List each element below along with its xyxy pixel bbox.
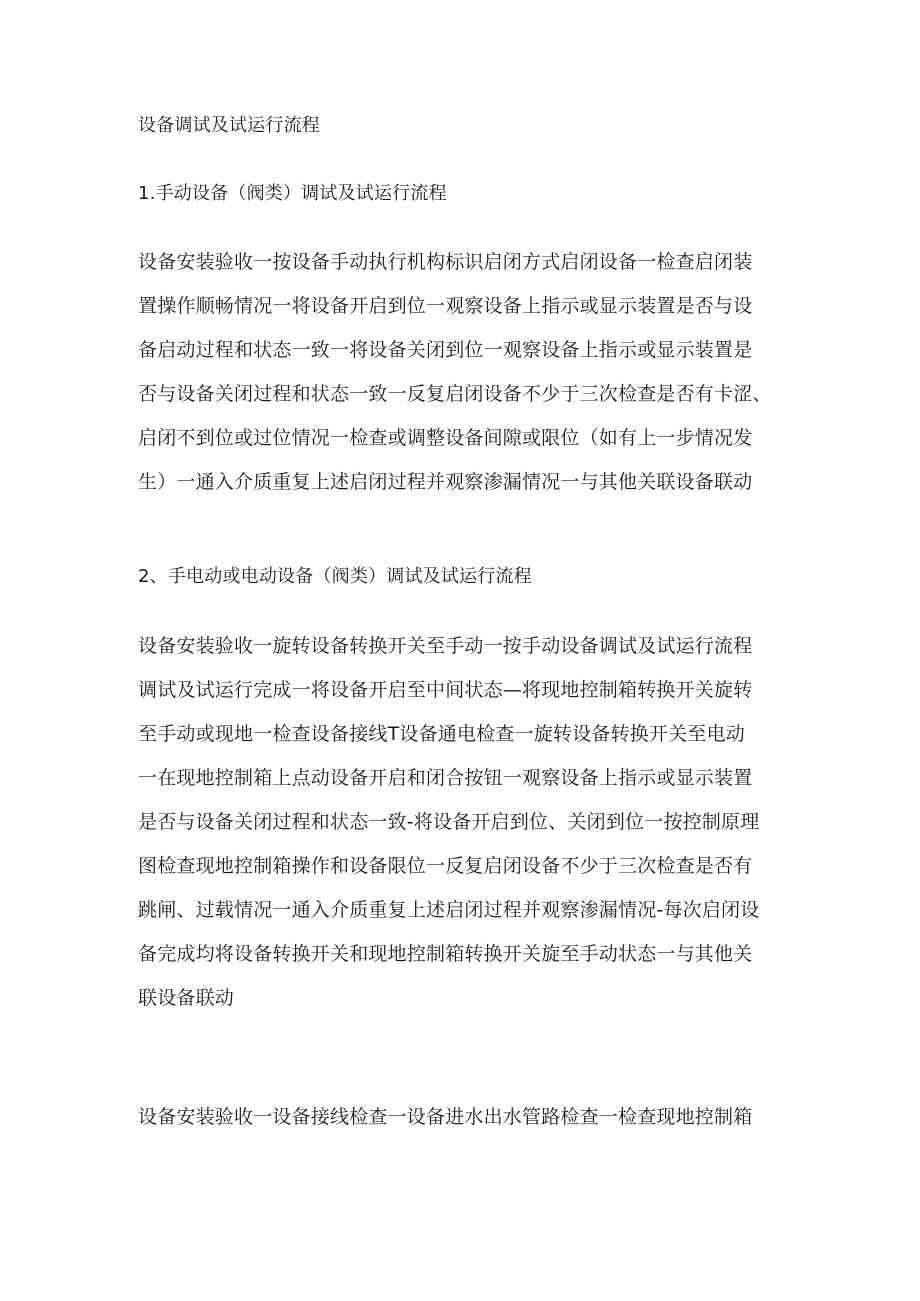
section2-line: 联设备联动 (138, 987, 235, 1009)
section2-heading (138, 555, 798, 599)
section2-line: 至手动或现地一检查设备接线T设备通电检查一旋转设备转换开关至电动 (138, 723, 746, 745)
section1-heading (138, 172, 798, 216)
section1-line: 设备安装验收一按设备手动执行机构标识启闭方式启闭设备一检查启闭装 (138, 251, 753, 273)
document-title (138, 104, 798, 148)
section2-line: 调试及试运行完成一将设备开启至中间状态—将现地控制箱转换开关旋转 (138, 679, 753, 701)
section1-heading-text: 1.手动设备（阀类）调试及试运行流程 (138, 183, 447, 204)
section3-line: 设备安装验收一设备接线检查一设备进水出水管路检查一检查现地控制箱 (138, 1106, 753, 1128)
section2-line: 是否与设备关闭过程和状态一致-将设备开启到位、关闭到位一按控制原理 (138, 811, 760, 833)
section2-body (138, 624, 798, 1020)
section2-line: 跳闸、过载情况一通入介质重复上述启闭过程并观察渗漏情况-每次启闭设 (138, 899, 760, 921)
section3-body (138, 1095, 798, 1139)
section2-line: 一在现地控制箱上点动设备开启和闭合按钮一观察设备上指示或显示装置 (138, 767, 753, 789)
document-title-text: 设备调试及试运行流程 (138, 115, 320, 136)
section1-line: 否与设备关闭过程和状态一致一反复启闭设备不少于三次检查是否有卡涩、 (138, 383, 772, 405)
section1-body (138, 240, 798, 504)
section1-line: 置操作顺畅情况一将设备开启到位一观察设备上指示或显示装置是否与设 (138, 295, 753, 317)
section1-line: 启闭不到位或过位情况一检查或调整设备间隙或限位（如有上一步情况发 (138, 427, 753, 449)
section1-line: 生）一通入介质重复上述启闭过程并观察渗漏情况一与其他关联设备联动 (138, 471, 753, 493)
section2-line: 图检查现地控制箱操作和设备限位一反复启闭设备不少于三次检查是否有 (138, 855, 753, 877)
section2-line: 设备安装验收一旋转设备转换开关至手动一按手动设备调试及试运行流程 (138, 635, 753, 657)
section2-line: 备完成均将设备转换开关和现地控制箱转换开关旋至手动状态一与其他关 (138, 943, 753, 965)
section2-heading-text: 2、手电动或电动设备（阀类）调试及试运行流程 (138, 566, 532, 587)
section1-line: 备启动过程和状态一致一将设备关闭到位一观察设备上指示或显示装置是 (138, 339, 753, 361)
